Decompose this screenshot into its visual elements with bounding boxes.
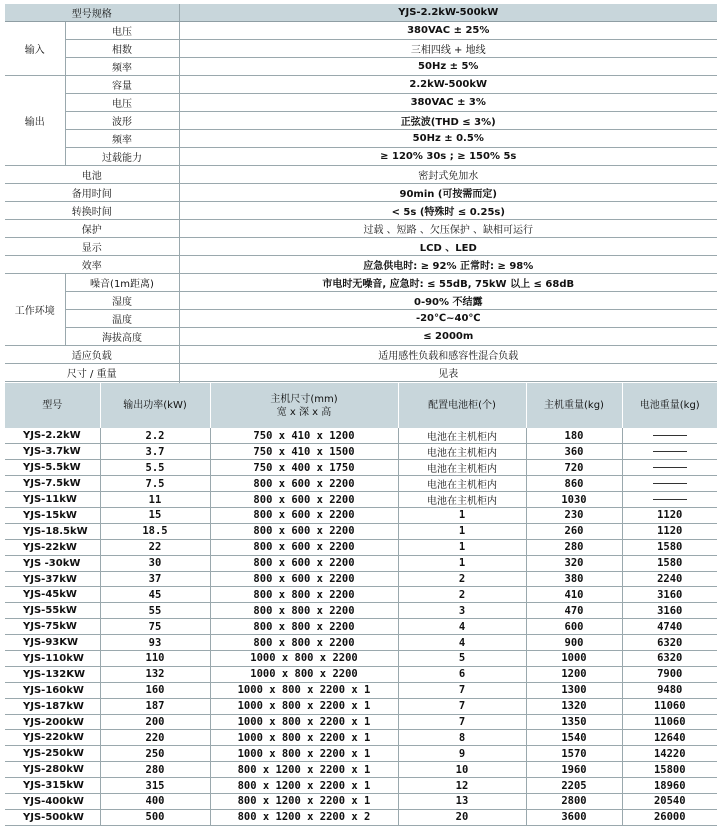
model-cabinet: 5: [398, 651, 526, 667]
model-host-weight: 1030: [526, 492, 622, 508]
model-cabinet: 1: [398, 523, 526, 539]
model-power: 55: [100, 603, 210, 619]
model-row: [5, 778, 717, 794]
model-power: 250: [100, 746, 210, 762]
model-host-weight: 2205: [526, 778, 622, 794]
spec-row: [5, 256, 717, 274]
model-name: YJS -30kW: [5, 555, 100, 571]
model-name: YJS-37kW: [5, 571, 100, 587]
model-host-weight: 410: [526, 587, 622, 603]
model-power: 220: [100, 730, 210, 746]
model-host-weight: 1000: [526, 651, 622, 667]
model-power: 75: [100, 619, 210, 635]
model-power: 132: [100, 666, 210, 682]
header-host-weight: 主机重量(kg): [526, 383, 622, 428]
model-power: 280: [100, 762, 210, 778]
spec-row: [5, 346, 717, 364]
spec-label: 效率: [5, 256, 179, 274]
model-size: 800 x 600 x 2200: [210, 508, 398, 524]
model-row: [5, 571, 717, 587]
model-size: 1000 x 800 x 2200 x 1: [210, 746, 398, 762]
model-row: [5, 619, 717, 635]
spec-category: 输入: [5, 22, 65, 76]
spec-row: [5, 130, 717, 148]
spec-value: LCD 、LED: [179, 238, 717, 256]
empty-dash: [653, 435, 687, 436]
model-name: YJS-55kW: [5, 603, 100, 619]
model-row: [5, 539, 717, 555]
model-name: YJS-160kW: [5, 682, 100, 698]
model-cabinet: 7: [398, 698, 526, 714]
model-name: YJS-93KW: [5, 635, 100, 651]
model-host-weight: 320: [526, 555, 622, 571]
model-size: 1000 x 800 x 2200 x 1: [210, 730, 398, 746]
spec-label: 尺寸 / 重量: [5, 364, 179, 382]
spec-header-row: [5, 4, 717, 22]
model-battery-weight: 1580: [622, 555, 717, 571]
spec-value: 市电时无噪音, 应急时: ≤ 55dB, 75kW 以上 ≤ 68dB: [179, 274, 717, 292]
model-cabinet: 电池在主机柜内: [398, 476, 526, 492]
spec-label: 备用时间: [5, 184, 179, 202]
model-name: YJS-15kW: [5, 508, 100, 524]
spec-value: 正弦波(THD ≤ 3%): [179, 112, 717, 130]
model-cabinet: 1: [398, 555, 526, 571]
model-name: YJS-187kW: [5, 698, 100, 714]
model-battery-weight: 4740: [622, 619, 717, 635]
model-power: 22: [100, 539, 210, 555]
model-size: 1000 x 800 x 2200 x 1: [210, 714, 398, 730]
model-name: YJS-75kW: [5, 619, 100, 635]
model-power: 7.5: [100, 476, 210, 492]
model-size: 750 x 410 x 1200: [210, 428, 398, 444]
empty-dash: [653, 483, 687, 484]
model-cabinet: 8: [398, 730, 526, 746]
spec-row: [5, 274, 717, 292]
model-power: 110: [100, 651, 210, 667]
model-host-weight: 1320: [526, 698, 622, 714]
spec-row: [5, 328, 717, 346]
model-row: [5, 666, 717, 682]
model-battery-weight: 3160: [622, 603, 717, 619]
model-cabinet: 电池在主机柜内: [398, 460, 526, 476]
model-cabinet: 3: [398, 603, 526, 619]
model-power: 11: [100, 492, 210, 508]
header-size-line2: 宽 x 深 x 高: [276, 406, 332, 418]
model-battery-weight: 26000: [622, 809, 717, 825]
spec-row: [5, 166, 717, 184]
model-cabinet: 13: [398, 794, 526, 810]
model-cabinet: 电池在主机柜内: [398, 492, 526, 508]
model-cabinet: 10: [398, 762, 526, 778]
model-row: [5, 809, 717, 825]
spec-table: [5, 4, 717, 400]
model-power: 3.7: [100, 444, 210, 460]
model-host-weight: 600: [526, 619, 622, 635]
model-name: YJS-500kW: [5, 809, 100, 825]
model-battery-weight: 11060: [622, 714, 717, 730]
spec-row: [5, 310, 717, 328]
model-power: 45: [100, 587, 210, 603]
model-size: 750 x 400 x 1750: [210, 460, 398, 476]
model-cabinet: 电池在主机柜内: [398, 444, 526, 460]
model-battery-weight: 15800: [622, 762, 717, 778]
spec-value: 应急供电时: ≥ 92% 正常时: ≥ 98%: [179, 256, 717, 274]
spec-value: 90min (可按需而定): [179, 184, 717, 202]
model-host-weight: 280: [526, 539, 622, 555]
model-cabinet: 6: [398, 666, 526, 682]
spec-value: < 5s (特殊时 ≤ 0.25s): [179, 202, 717, 220]
spec-label: 显示: [5, 238, 179, 256]
model-size: 1000 x 800 x 2200: [210, 651, 398, 667]
model-power: 15: [100, 508, 210, 524]
model-size: 800 x 1200 x 2200 x 1: [210, 778, 398, 794]
model-power: 187: [100, 698, 210, 714]
header-power: 输出功率(kW): [100, 383, 210, 428]
model-host-weight: 1350: [526, 714, 622, 730]
model-battery-weight: 3160: [622, 587, 717, 603]
model-name: YJS-280kW: [5, 762, 100, 778]
model-cabinet: 7: [398, 682, 526, 698]
models-header-row: [5, 383, 717, 428]
model-battery-weight: 1120: [622, 508, 717, 524]
model-battery-weight: 9480: [622, 682, 717, 698]
model-row: [5, 508, 717, 524]
model-size: 1000 x 800 x 2200 x 1: [210, 682, 398, 698]
spec-row: [5, 364, 717, 382]
header-size: [210, 383, 398, 428]
spec-label: 电压: [65, 94, 179, 112]
spec-label: 噪音(1m距离): [65, 274, 179, 292]
model-size: 1000 x 800 x 2200 x 1: [210, 698, 398, 714]
models-table: [5, 383, 717, 826]
spec-row: [5, 292, 717, 310]
spec-value: 见表: [179, 364, 717, 382]
model-name: YJS-110kW: [5, 651, 100, 667]
spec-value: 三相四线 + 地线: [179, 40, 717, 58]
model-host-weight: 720: [526, 460, 622, 476]
model-row: [5, 746, 717, 762]
model-row: [5, 476, 717, 492]
spec-label: 保护: [5, 220, 179, 238]
model-size: 800 x 600 x 2200: [210, 476, 398, 492]
header-model: 型号: [5, 383, 100, 428]
model-row: [5, 682, 717, 698]
model-name: YJS-11kW: [5, 492, 100, 508]
model-cabinet: 7: [398, 714, 526, 730]
model-cabinet: 2: [398, 587, 526, 603]
model-row: [5, 603, 717, 619]
spec-row: [5, 40, 717, 58]
model-row: [5, 460, 717, 476]
model-size: 800 x 600 x 2200: [210, 523, 398, 539]
model-name: YJS-5.5kW: [5, 460, 100, 476]
model-host-weight: 470: [526, 603, 622, 619]
spec-label: 电压: [65, 22, 179, 40]
spec-value: 2.2kW-500kW: [179, 76, 717, 94]
model-battery-weight: 7900: [622, 666, 717, 682]
model-battery-weight: [622, 428, 717, 444]
model-power: 18.5: [100, 523, 210, 539]
model-row: [5, 651, 717, 667]
model-name: YJS-22kW: [5, 539, 100, 555]
spec-value: 过载 、短路 、欠压保护 、缺相可运行: [179, 220, 717, 238]
model-battery-weight: 1120: [622, 523, 717, 539]
model-row: [5, 762, 717, 778]
spec-value: -20℃~40℃: [179, 310, 717, 328]
model-battery-weight: [622, 492, 717, 508]
model-host-weight: 230: [526, 508, 622, 524]
spec-label: 过载能力: [65, 148, 179, 166]
model-battery-weight: [622, 460, 717, 476]
spec-label: 适应负载: [5, 346, 179, 364]
spec-value: 50Hz ± 0.5%: [179, 130, 717, 148]
spec-header-value: YJS-2.2kW-500kW: [179, 4, 717, 22]
model-size: 800 x 800 x 2200: [210, 635, 398, 651]
model-battery-weight: 18960: [622, 778, 717, 794]
empty-dash: [653, 499, 687, 500]
model-name: YJS-45kW: [5, 587, 100, 603]
model-host-weight: 380: [526, 571, 622, 587]
model-cabinet: 9: [398, 746, 526, 762]
spec-row: [5, 220, 717, 238]
model-host-weight: 1540: [526, 730, 622, 746]
model-row: [5, 523, 717, 539]
model-size: 800 x 800 x 2200: [210, 603, 398, 619]
model-power: 30: [100, 555, 210, 571]
spec-label: 相数: [65, 40, 179, 58]
model-name: YJS-132KW: [5, 666, 100, 682]
model-power: 93: [100, 635, 210, 651]
model-host-weight: 180: [526, 428, 622, 444]
model-name: YJS-3.7kW: [5, 444, 100, 460]
spec-value: ≤ 2000m: [179, 328, 717, 346]
model-size: 800 x 1200 x 2200 x 1: [210, 762, 398, 778]
model-row: [5, 555, 717, 571]
spec-row: [5, 184, 717, 202]
spec-value: 适用感性负载和感容性混合负载: [179, 346, 717, 364]
model-host-weight: 1570: [526, 746, 622, 762]
model-size: 1000 x 800 x 2200: [210, 666, 398, 682]
model-host-weight: 1200: [526, 666, 622, 682]
model-size: 800 x 600 x 2200: [210, 492, 398, 508]
header-size-line1: 主机尺寸(mm): [270, 393, 338, 405]
model-battery-weight: 14220: [622, 746, 717, 762]
model-battery-weight: 12640: [622, 730, 717, 746]
model-name: YJS-18.5kW: [5, 523, 100, 539]
empty-dash: [653, 451, 687, 452]
model-cabinet: 1: [398, 539, 526, 555]
model-row: [5, 635, 717, 651]
model-size: 800 x 800 x 2200: [210, 587, 398, 603]
model-size: 800 x 600 x 2200: [210, 571, 398, 587]
model-battery-weight: 6320: [622, 651, 717, 667]
model-size: 800 x 600 x 2200: [210, 539, 398, 555]
spec-label: 频率: [65, 130, 179, 148]
model-battery-weight: 11060: [622, 698, 717, 714]
spec-row: [5, 58, 717, 76]
spec-label: 湿度: [65, 292, 179, 310]
model-row: [5, 444, 717, 460]
model-power: 315: [100, 778, 210, 794]
model-cabinet: 2: [398, 571, 526, 587]
model-battery-weight: [622, 444, 717, 460]
model-name: YJS-200kW: [5, 714, 100, 730]
model-power: 2.2: [100, 428, 210, 444]
empty-dash: [653, 467, 687, 468]
spec-row: [5, 22, 717, 40]
spec-value: 密封式免加水: [179, 166, 717, 184]
spec-value: ≥ 120% 30s ; ≥ 150% 5s: [179, 148, 717, 166]
model-name: YJS-250kW: [5, 746, 100, 762]
spec-value: 380VAC ± 3%: [179, 94, 717, 112]
model-row: [5, 428, 717, 444]
header-cabinet: 配置电池柜(个): [398, 383, 526, 428]
spec-label: 频率: [65, 58, 179, 76]
spec-row: [5, 94, 717, 112]
model-size: 800 x 800 x 2200: [210, 619, 398, 635]
model-row: [5, 698, 717, 714]
spec-label: 波形: [65, 112, 179, 130]
model-row: [5, 730, 717, 746]
model-cabinet: 电池在主机柜内: [398, 428, 526, 444]
spec-row: [5, 76, 717, 94]
model-size: 750 x 410 x 1500: [210, 444, 398, 460]
model-battery-weight: 6320: [622, 635, 717, 651]
spec-value: 0-90% 不结露: [179, 292, 717, 310]
spec-header-label: 型号规格: [5, 4, 179, 22]
spec-category: 输出: [5, 76, 65, 166]
spec-label: 容量: [65, 76, 179, 94]
model-battery-weight: 2240: [622, 571, 717, 587]
model-battery-weight: [622, 476, 717, 492]
model-host-weight: 860: [526, 476, 622, 492]
model-power: 160: [100, 682, 210, 698]
model-host-weight: 2800: [526, 794, 622, 810]
model-power: 37: [100, 571, 210, 587]
spec-label: 转换时间: [5, 202, 179, 220]
model-host-weight: 900: [526, 635, 622, 651]
model-size: 800 x 600 x 2200: [210, 555, 398, 571]
model-name: YJS-220kW: [5, 730, 100, 746]
model-cabinet: 12: [398, 778, 526, 794]
model-battery-weight: 1580: [622, 539, 717, 555]
model-size: 800 x 1200 x 2200 x 1: [210, 794, 398, 810]
model-cabinet: 1: [398, 508, 526, 524]
model-host-weight: 1960: [526, 762, 622, 778]
model-host-weight: 1300: [526, 682, 622, 698]
model-host-weight: 360: [526, 444, 622, 460]
spec-label: 温度: [65, 310, 179, 328]
model-row: [5, 587, 717, 603]
model-host-weight: 3600: [526, 809, 622, 825]
spec-row: [5, 112, 717, 130]
model-name: YJS-2.2kW: [5, 428, 100, 444]
header-battery-weight: 电池重量(kg): [622, 383, 717, 428]
model-size: 800 x 1200 x 2200 x 2: [210, 809, 398, 825]
spec-category: 工作环境: [5, 274, 65, 346]
model-power: 5.5: [100, 460, 210, 476]
model-row: [5, 714, 717, 730]
spec-value: 50Hz ± 5%: [179, 58, 717, 76]
model-power: 500: [100, 809, 210, 825]
model-row: [5, 492, 717, 508]
model-power: 400: [100, 794, 210, 810]
model-power: 200: [100, 714, 210, 730]
spec-row: [5, 148, 717, 166]
model-name: YJS-400kW: [5, 794, 100, 810]
spec-value: 380VAC ± 25%: [179, 22, 717, 40]
model-cabinet: 4: [398, 635, 526, 651]
model-name: YJS-315kW: [5, 778, 100, 794]
model-cabinet: 4: [398, 619, 526, 635]
model-battery-weight: 20540: [622, 794, 717, 810]
spec-row: [5, 238, 717, 256]
spec-row: [5, 202, 717, 220]
model-row: [5, 794, 717, 810]
spec-label: 海拔高度: [65, 328, 179, 346]
model-host-weight: 260: [526, 523, 622, 539]
spec-label: 电池: [5, 166, 179, 184]
model-cabinet: 20: [398, 809, 526, 825]
model-name: YJS-7.5kW: [5, 476, 100, 492]
